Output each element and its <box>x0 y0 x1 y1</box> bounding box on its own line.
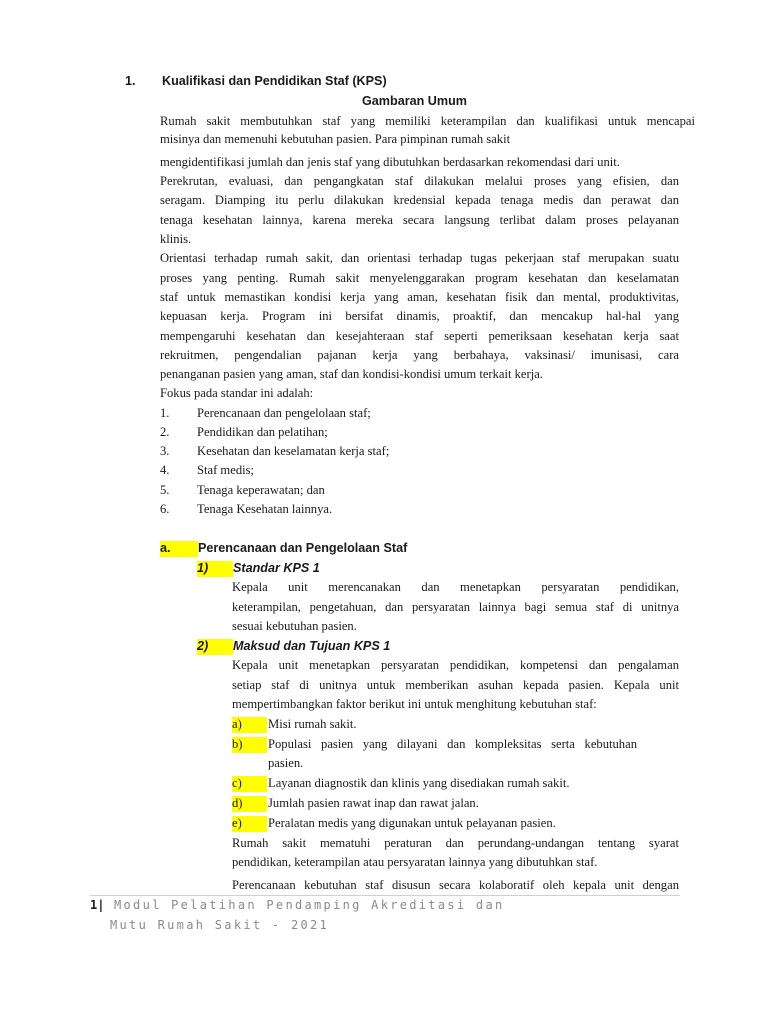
focus-item-number: 5. <box>160 483 170 497</box>
purpose-label: 2) <box>197 639 233 655</box>
factor-text: Populasi pasien yang dilayani dan kompleksitas serta kebutuhan <box>268 737 637 751</box>
focus-item-number: 3. <box>160 444 170 458</box>
focus-item-number: 6. <box>160 502 170 516</box>
purpose-line: setiap staf di unitnya untuk memberikan asuhan kepada pasien. Kepala unit <box>232 678 679 692</box>
overview-line: tenaga kesehatan lainnya, karena mereka secara langsung terlibat dalam proses pelayanan <box>160 213 679 227</box>
footer-separator: | <box>97 898 105 912</box>
focus-item-text: Perencanaan dan pengelolaan staf; <box>197 406 371 420</box>
purpose-line: Kepala unit menetapkan persyaratan pendidikan, kompetensi dan pengalaman <box>232 658 679 672</box>
overview-line: penanganan pasien yang aman, staf dan kondisi-kondisi umum terkait kerja. <box>160 367 543 381</box>
overview-line: seragam. Diamping itu perlu dilakukan kredensial kepada tenaga medis dan perawat dan <box>160 193 679 207</box>
focus-item-text: Kesehatan dan keselamatan kerja staf; <box>197 444 390 458</box>
standard-title: Standar KPS 1 <box>233 561 320 575</box>
overview-line: Fokus pada standar ini adalah: <box>160 386 314 400</box>
factor-text: Misi rumah sakit. <box>268 717 357 731</box>
standard-line: sesuai kebutuhan pasien. <box>232 619 357 633</box>
footer-rule <box>90 895 680 896</box>
overview-line: proses yang penting. Rumah sakit menyelenggarakan program kesehatan dan keselamatan <box>160 271 679 285</box>
overview-line: Perekrutan, evaluasi, dan pengangkatan staf dilakukan melalui proses yang efisien, dan <box>160 174 679 188</box>
focus-item-text: Tenaga keperawatan; dan <box>197 483 325 497</box>
focus-item-text: Pendidikan dan pelatihan; <box>197 425 328 439</box>
footer-title-line1: Modul Pelatihan Pendamping Akreditasi dan <box>114 898 505 912</box>
focus-item-number: 2. <box>160 425 170 439</box>
overview-line: Rumah sakit membutuhkan staf yang memiliki keterampilan dan kualifikasi untuk mencapai <box>160 114 695 128</box>
overview-line: Orientasi terhadap rumah sakit, dan orientasi terhadap tugas pekerjaan staf merupakan suatu <box>160 251 679 265</box>
focus-item-text: Tenaga Kesehatan lainnya. <box>197 502 333 516</box>
overview-line: klinis. <box>160 232 192 246</box>
standard-label: 1) <box>197 561 233 577</box>
overview-line: mempengaruhi kesehatan dan kesejahteraan staf seperti pemeriksaan kesehatan kerja saat <box>160 329 679 343</box>
standard-line: keterampilan, pengetahuan, dan persyaratan lainnya bagi semua staf di unitnya <box>232 600 679 614</box>
subsection-label: a. <box>160 541 198 557</box>
page-footer <box>90 898 505 912</box>
closing-line: Rumah sakit mematuhi peraturan dan perundang-undangan tentang syarat <box>232 836 679 850</box>
section-number: 1. <box>125 74 136 88</box>
focus-item-number: 4. <box>160 463 170 477</box>
purpose-line: mempertimbangkan faktor berikut ini untuk menghitung kebutuhan staf: <box>232 697 597 711</box>
factor-text: Layanan diagnostik dan klinis yang disediakan rumah sakit. <box>268 776 570 790</box>
overview-line: staf untuk memastikan kondisi kerja yang aman, kesehatan fisik dan mental, produktivitas, <box>160 290 679 304</box>
factor-label: c) <box>232 776 267 792</box>
purpose-title: Maksud dan Tujuan KPS 1 <box>233 639 391 653</box>
section-title: Kualifikasi dan Pendidikan Staf (KPS) <box>162 74 387 88</box>
factor-text: Peralatan medis yang digunakan untuk pelayanan pasien. <box>268 816 556 830</box>
closing-line: pendidikan, keterampilan atau persyaratan lainnya yang dibutuhkan staf. <box>232 855 598 869</box>
overview-line: mengidentifikasi jumlah dan jenis staf yang dibutuhkan berdasarkan rekomendasi dari unit. <box>160 155 620 169</box>
overview-line: kepuasan kerja. Program ini bersifat dinamis, proaktif, dan mencakup hal-hal yang <box>160 309 679 323</box>
focus-item-number: 1. <box>160 406 170 420</box>
factor-text: Jumlah pasien rawat inap dan rawat jalan. <box>268 796 479 810</box>
factor-label: a) <box>232 717 267 733</box>
closing-line: Perencanaan kebutuhan staf disusun secara kolaboratif oleh kepala unit dengan <box>232 878 679 892</box>
page-number: 1 <box>90 898 98 912</box>
footer-title-line2: Mutu Rumah Sakit - 2021 <box>110 918 330 932</box>
overview-line: misinya dan memenuhi kebutuhan pasien. Para pimpinan rumah sakit <box>160 132 511 146</box>
subsection-title: Perencanaan dan Pengelolaan Staf <box>198 541 408 555</box>
factor-label: e) <box>232 816 267 832</box>
factor-label: d) <box>232 796 267 812</box>
standard-line: Kepala unit merencanakan dan menetapkan persyaratan pendidikan, <box>232 580 679 594</box>
section-subtitle: Gambaran Umum <box>362 94 467 108</box>
factor-label: b) <box>232 737 267 753</box>
factor-text: pasien. <box>268 756 304 770</box>
overview-line: rekruitmen, pengendalian pajanan kerja yang berbahaya, vaksinasi/ imunisasi, cara <box>160 348 679 362</box>
focus-item-text: Staf medis; <box>197 463 255 477</box>
